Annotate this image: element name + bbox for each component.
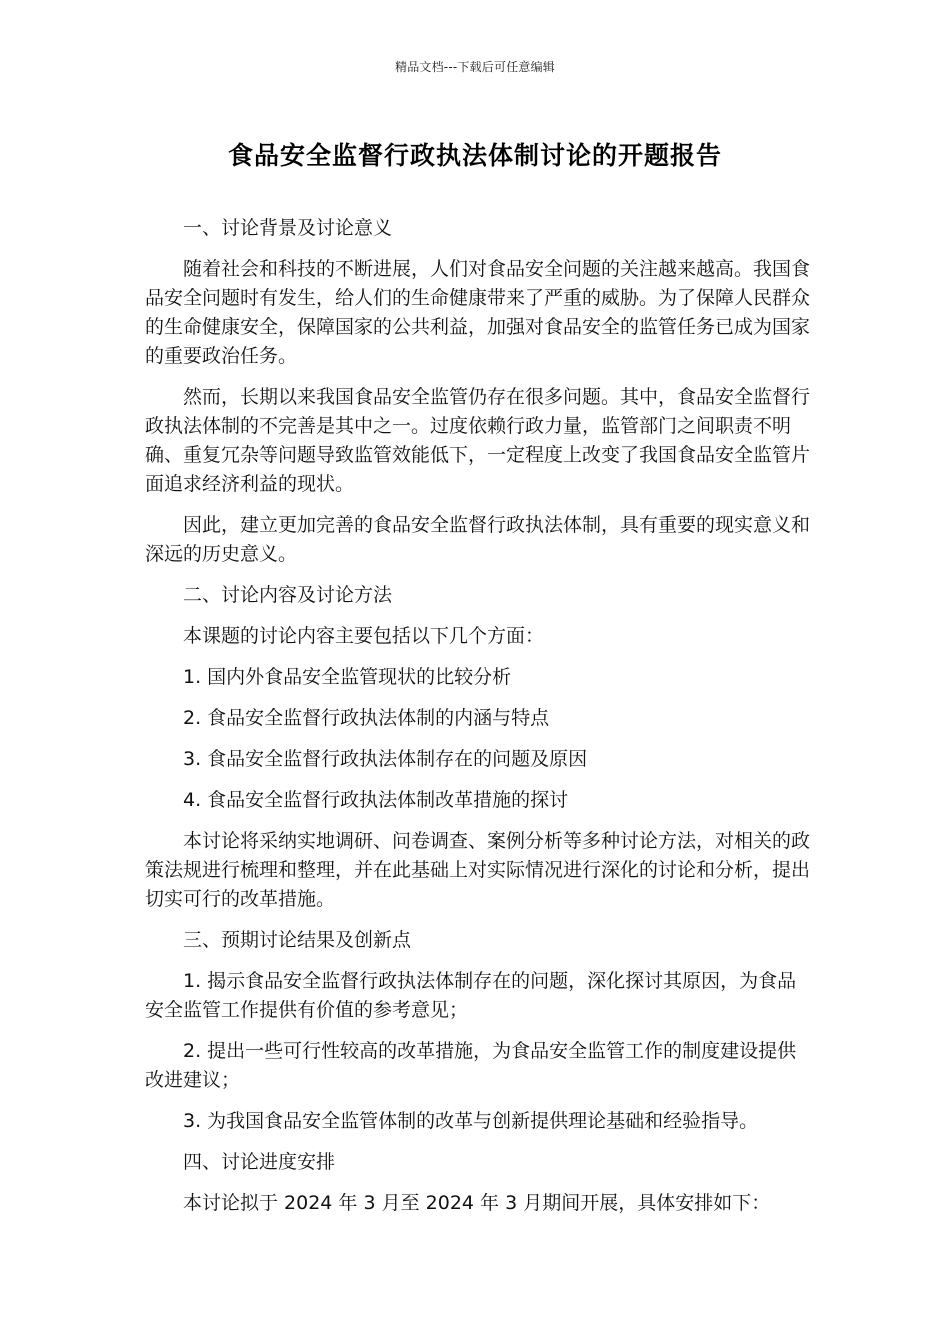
section-heading-expected-results: 三、预期讨论结果及创新点 [183,929,412,951]
paragraph-background-2: 然而，长期以来我国食品安全监管仍存在很多问题。其中，食品安全监督行政执法体制的不完善是其中之一。过度依赖行政力量，监管部门之间职责不明确、重复冗杂等问题导致监管效能低下，一定程度上改变了我国食品安全监管片面追求经济利益的现状。 [145,386,811,495]
paragraph-background-3: 因此，建立更加完善的食品安全监督行政执法体制，具有重要的现实意义和深远的历史意义。 [145,514,811,565]
section-heading-schedule: 四、讨论进度安排 [183,1151,336,1173]
list-item-content-1: 1. 国内外食品安全监管现状的比较分析 [183,666,512,688]
list-item-result-2: 2. 提出一些可行性较高的改革措施，为食品安全监管工作的制度建设提供改进建议； [145,1040,797,1091]
document-title: 食品安全监督行政执法体制讨论的开题报告 [227,141,722,170]
list-item-content-3: 3. 食品安全监督行政执法体制存在的问题及原因 [183,748,588,770]
document-body [145,214,810,1230]
list-item-content-2: 2. 食品安全监督行政执法体制的内涵与特点 [183,707,550,729]
section-heading-background: 一、讨论背景及讨论意义 [183,217,393,239]
list-item-result-1: 1. 揭示食品安全监督行政执法体制存在的问题，深化探讨其原因，为食品安全监管工作提供有价值的参考意见； [145,970,797,1021]
paragraph-background-1: 随着社会和科技的不断进展，人们对食品安全问题的关注越来越高。我国食品安全问题时有发生，给人们的生命健康带来了严重的威胁。为了保障人民群众的生命健康安全，保障国家的公共利益，加强对食品安全的监管任务已成为国家的重要政治任务。 [145,258,811,367]
paragraph-method: 本讨论将采纳实地调研、问卷调查、案例分析等多种讨论方法，对相关的政策法规进行梳理和整理，并在此基础上对实际情况进行深化的讨论和分析，提出切实可行的改革措施。 [145,830,811,910]
header-note: 精品文档---下载后可任意编辑 [395,60,555,74]
paragraph-content-intro: 本课题的讨论内容主要包括以下几个方面： [183,625,545,647]
paragraph-schedule-intro: 本讨论拟于 2024 年 3 月至 2024 年 3 月期间开展，具体安排如下： [183,1192,771,1214]
list-item-content-4: 4. 食品安全监督行政执法体制改革措施的探讨 [183,789,569,811]
list-item-result-3: 3. 为我国食品安全监管体制的改革与创新提供理论基础和经验指导。 [183,1110,759,1132]
section-heading-content-method: 二、讨论内容及讨论方法 [183,584,393,606]
